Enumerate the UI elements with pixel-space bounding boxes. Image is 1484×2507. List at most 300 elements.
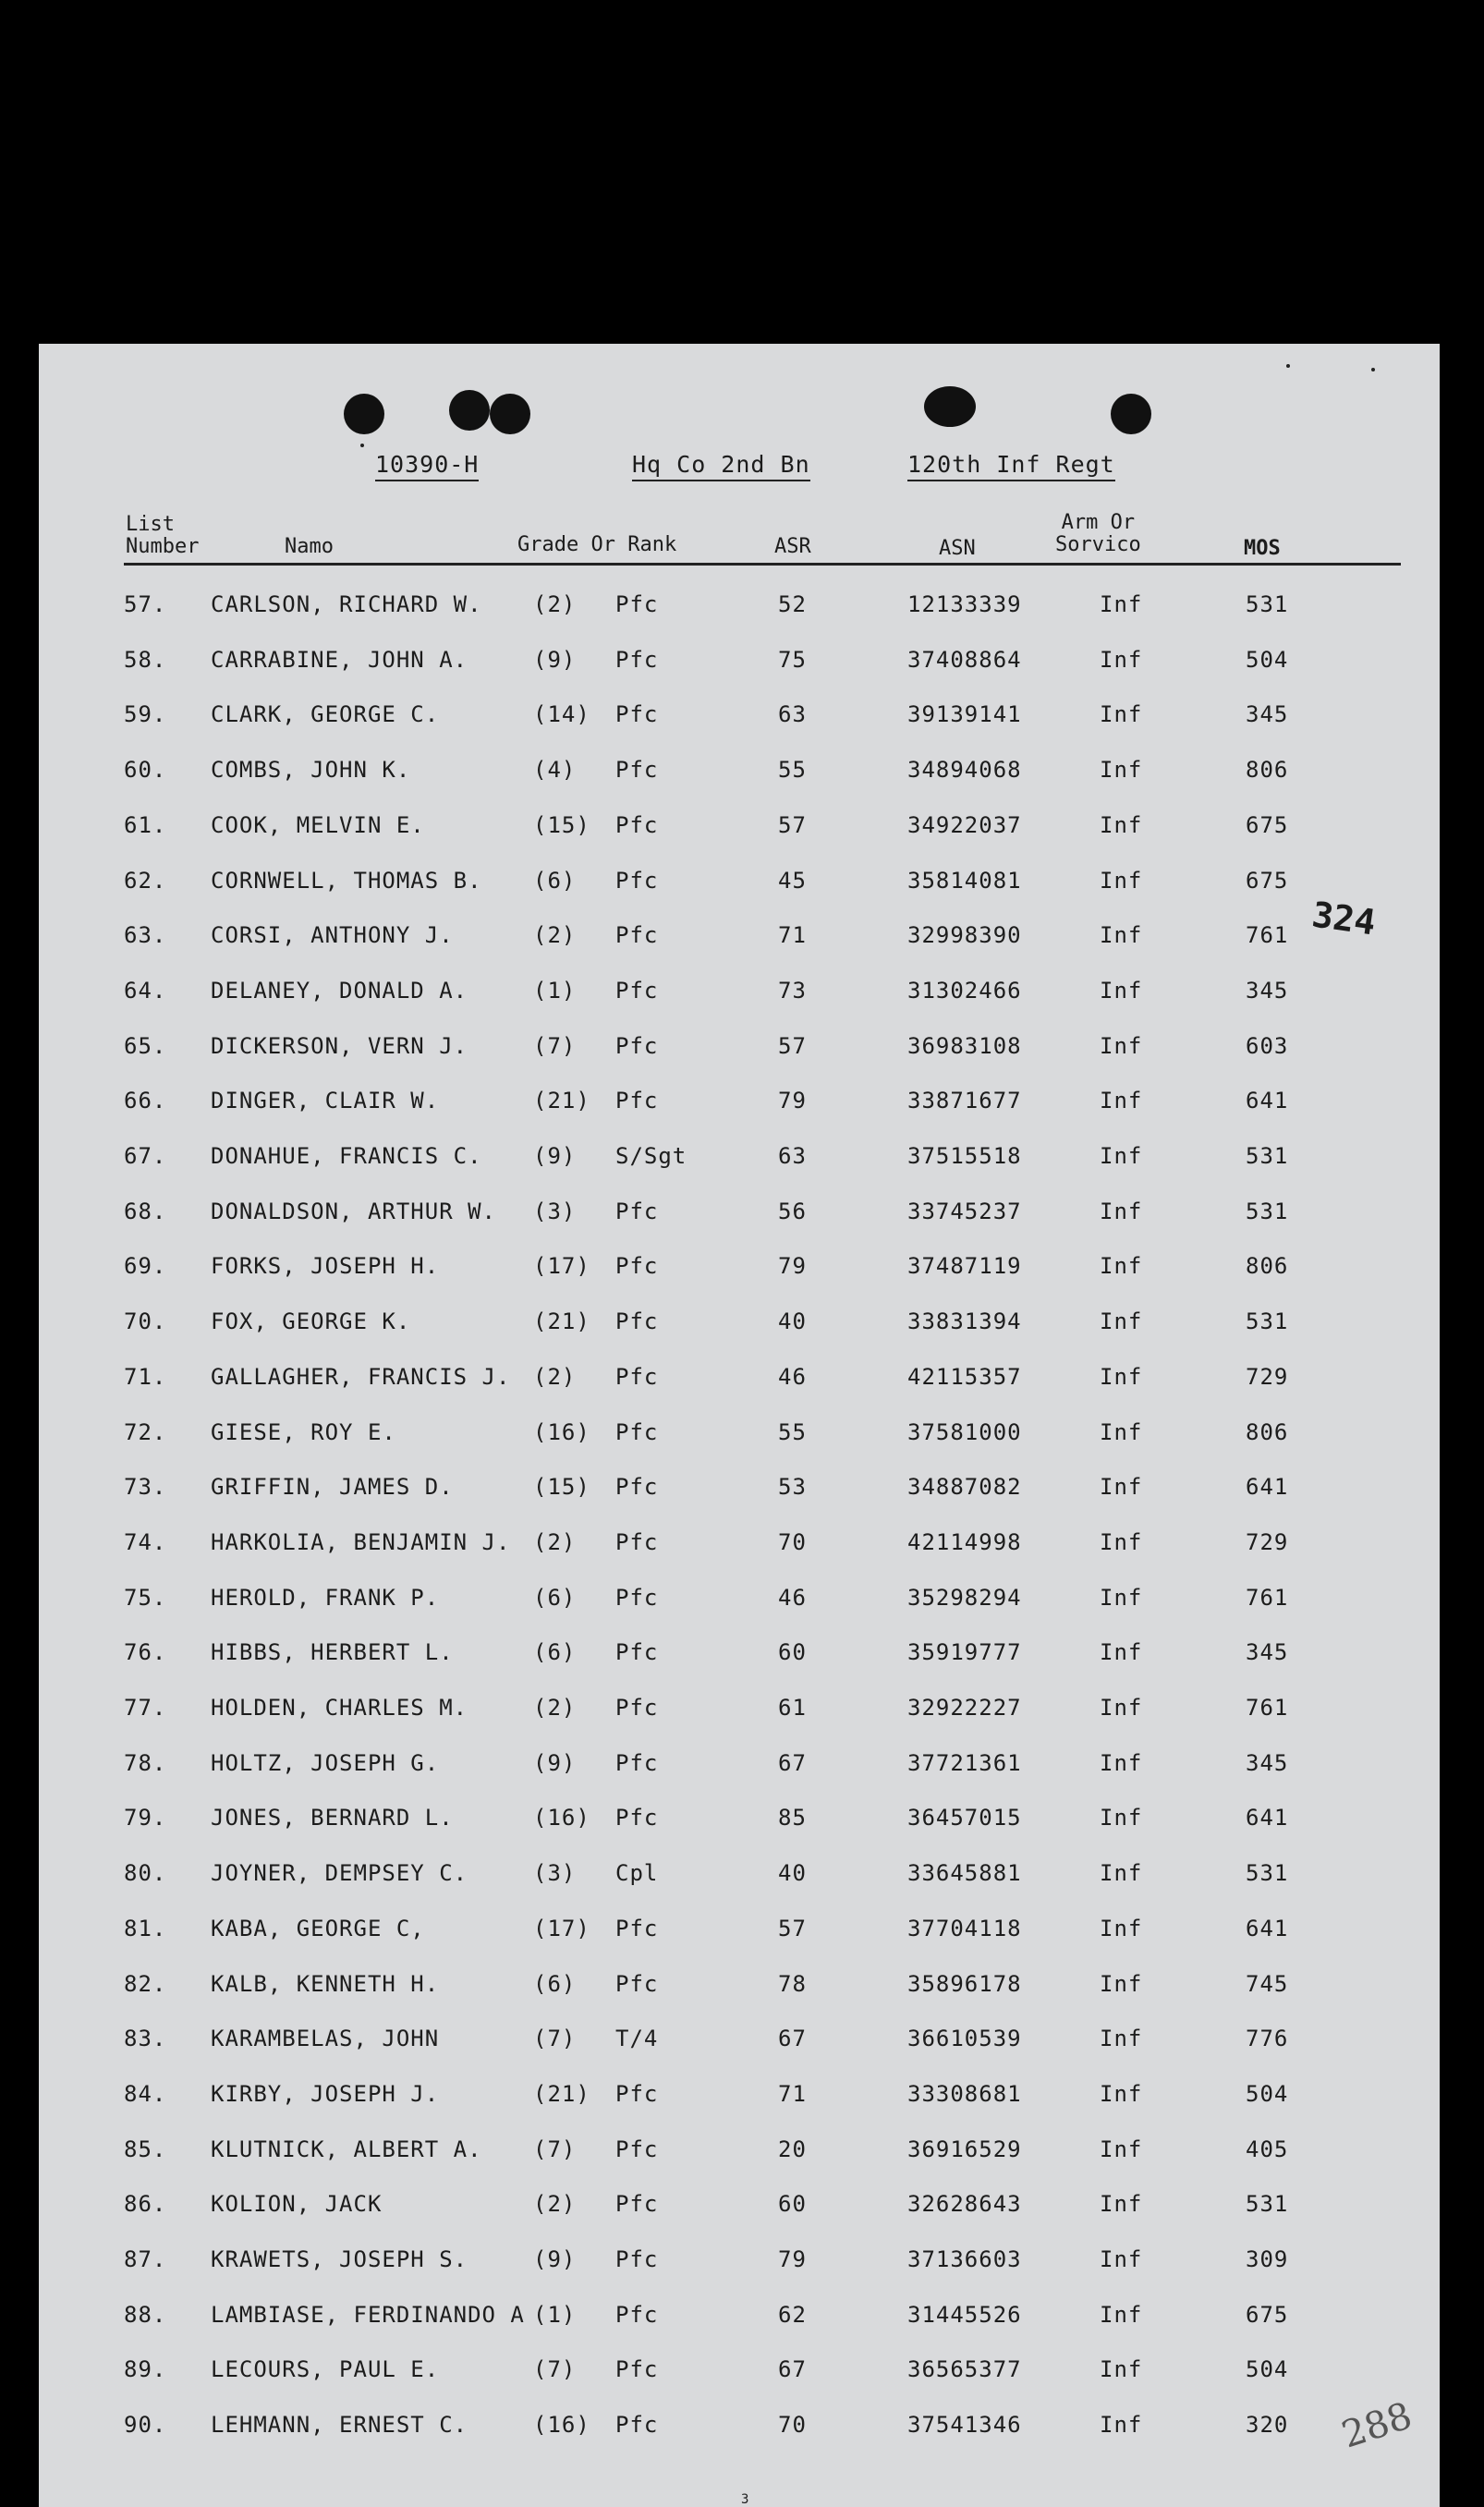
mos-cell: 345	[1246, 1639, 1289, 1666]
rank-cell: Pfc	[615, 1363, 659, 1390]
asr-cell: 40	[778, 1308, 807, 1335]
rank-cell: Pfc	[615, 1418, 659, 1445]
table-row	[39, 2412, 1440, 2449]
name-cell: HARKOLIA, BENJAMIN J.	[211, 1528, 511, 1555]
page-stamp: 324	[1309, 894, 1379, 943]
name-cell: DICKERSON, VERN J.	[211, 1032, 468, 1059]
asn-cell: 37408864	[907, 646, 1022, 673]
table-row	[39, 1364, 1440, 1401]
list-number-cell: 86.	[124, 2191, 167, 2218]
asr-cell: 60	[778, 1639, 807, 1666]
rank-cell: Pfc	[615, 2246, 659, 2272]
table-row	[39, 1529, 1440, 1566]
mos-cell: 531	[1246, 1198, 1289, 1224]
asr-cell: 52	[778, 591, 807, 617]
asr-cell: 67	[778, 2356, 807, 2383]
name-cell: HIBBS, HERBERT L.	[211, 1639, 454, 1666]
mos-cell: 641	[1246, 1805, 1289, 1832]
rank-cell: Pfc	[615, 867, 659, 894]
grade-cell: (16)	[533, 2412, 590, 2439]
mos-cell: 504	[1246, 646, 1289, 673]
mos-cell: 675	[1246, 811, 1289, 838]
mos-cell: 345	[1246, 701, 1289, 728]
asr-cell: 53	[778, 1474, 807, 1501]
table-row	[39, 2356, 1440, 2393]
list-number-cell: 83.	[124, 2026, 167, 2052]
table-row	[39, 1585, 1440, 1622]
document-number: 10390-H	[375, 451, 479, 481]
list-number-cell: 80.	[124, 1860, 167, 1887]
asn-cell: 37487119	[907, 1253, 1022, 1280]
arm-service-cell: Inf	[1100, 2301, 1143, 2328]
name-cell: GIESE, ROY E.	[211, 1418, 396, 1445]
list-number-cell: 74.	[124, 1528, 167, 1555]
rank-cell: Cpl	[615, 1860, 659, 1887]
punch-hole	[1111, 394, 1151, 434]
mos-cell: 806	[1246, 1253, 1289, 1280]
arm-service-cell: Inf	[1100, 1198, 1143, 1224]
asn-cell: 37541346	[907, 2412, 1022, 2439]
list-number-cell: 81.	[124, 1915, 167, 1941]
table-row	[39, 1805, 1440, 1842]
arm-service-cell: Inf	[1100, 1528, 1143, 1555]
name-cell: COOK, MELVIN E.	[211, 811, 425, 838]
name-cell: FOX, GEORGE K.	[211, 1308, 411, 1335]
grade-cell: (9)	[533, 1143, 577, 1169]
arm-service-cell: Inf	[1100, 811, 1143, 838]
rank-cell: Pfc	[615, 977, 659, 1004]
punch-hole	[924, 386, 976, 427]
table-row	[39, 2136, 1440, 2173]
name-cell: KARAMBELAS, JOHN	[211, 2026, 440, 2052]
asr-cell: 71	[778, 2080, 807, 2107]
list-number-cell: 75.	[124, 1584, 167, 1611]
list-number-cell: 78.	[124, 1749, 167, 1776]
arm-service-cell: Inf	[1100, 2191, 1143, 2218]
grade-cell: (1)	[533, 977, 577, 1004]
header-asn: ASN	[939, 537, 976, 560]
list-number-cell: 76.	[124, 1639, 167, 1666]
mos-cell: 729	[1246, 1528, 1289, 1555]
grade-cell: (6)	[533, 867, 577, 894]
table-row	[39, 2302, 1440, 2339]
arm-service-cell: Inf	[1100, 1805, 1143, 1832]
asn-cell: 31445526	[907, 2301, 1022, 2328]
list-number-cell: 73.	[124, 1474, 167, 1501]
mos-cell: 675	[1246, 2301, 1289, 2328]
asr-cell: 46	[778, 1584, 807, 1611]
grade-cell: (2)	[533, 1695, 577, 1721]
grade-cell: (21)	[533, 1308, 590, 1335]
grade-cell: (2)	[533, 922, 577, 949]
grade-cell: (2)	[533, 2191, 577, 2218]
name-cell: CARRABINE, JOHN A.	[211, 646, 468, 673]
asn-cell: 32922227	[907, 1695, 1022, 1721]
table-row	[39, 1143, 1440, 1180]
asr-cell: 45	[778, 867, 807, 894]
rank-cell: Pfc	[615, 2191, 659, 2218]
list-number-cell: 67.	[124, 1143, 167, 1169]
list-number-cell: 70.	[124, 1308, 167, 1335]
rank-cell: Pfc	[615, 2356, 659, 2383]
asn-cell: 37136603	[907, 2246, 1022, 2272]
list-number-cell: 61.	[124, 811, 167, 838]
grade-cell: (6)	[533, 1584, 577, 1611]
arm-service-cell: Inf	[1100, 1474, 1143, 1501]
rank-cell: Pfc	[615, 591, 659, 617]
rank-cell: T/4	[615, 2026, 659, 2052]
mos-cell: 675	[1246, 867, 1289, 894]
asr-cell: 75	[778, 646, 807, 673]
speck	[360, 444, 364, 447]
mos-cell: 641	[1246, 1088, 1289, 1114]
name-cell: KOLION, JACK	[211, 2191, 383, 2218]
regiment-name: 120th Inf Regt	[907, 451, 1115, 481]
name-cell: CORNWELL, THOMAS B.	[211, 867, 482, 894]
list-number-cell: 77.	[124, 1695, 167, 1721]
table-row	[39, 757, 1440, 794]
rank-cell: Pfc	[615, 646, 659, 673]
list-number-cell: 90.	[124, 2412, 167, 2439]
asr-cell: 57	[778, 1915, 807, 1941]
asr-cell: 61	[778, 1695, 807, 1721]
arm-service-cell: Inf	[1100, 1639, 1143, 1666]
grade-cell: (3)	[533, 1860, 577, 1887]
punch-hole	[344, 394, 384, 434]
mos-cell: 531	[1246, 1143, 1289, 1169]
table-row	[39, 2026, 1440, 2063]
document-page	[39, 344, 1440, 2507]
footer-mark: 3	[741, 2492, 749, 2507]
asn-cell: 37581000	[907, 1418, 1022, 1445]
asn-cell: 39139141	[907, 701, 1022, 728]
grade-cell: (17)	[533, 1915, 590, 1941]
arm-service-cell: Inf	[1100, 1088, 1143, 1114]
asn-cell: 33831394	[907, 1308, 1022, 1335]
mos-cell: 504	[1246, 2356, 1289, 2383]
mos-cell: 531	[1246, 1308, 1289, 1335]
grade-cell: (3)	[533, 1198, 577, 1224]
asr-cell: 70	[778, 1528, 807, 1555]
asn-cell: 37515518	[907, 1143, 1022, 1169]
arm-service-cell: Inf	[1100, 1584, 1143, 1611]
rank-cell: Pfc	[615, 1915, 659, 1941]
name-cell: FORKS, JOSEPH H.	[211, 1253, 440, 1280]
asr-cell: 46	[778, 1363, 807, 1390]
grade-cell: (16)	[533, 1805, 590, 1832]
name-cell: LEHMANN, ERNEST C.	[211, 2412, 468, 2439]
name-cell: HOLDEN, CHARLES M.	[211, 1695, 468, 1721]
arm-service-cell: Inf	[1100, 591, 1143, 617]
rank-cell: Pfc	[615, 1805, 659, 1832]
name-cell: DONALDSON, ARTHUR W.	[211, 1198, 496, 1224]
mos-cell: 531	[1246, 2191, 1289, 2218]
arm-service-cell: Inf	[1100, 1695, 1143, 1721]
asn-cell: 34887082	[907, 1474, 1022, 1501]
table-row	[39, 868, 1440, 905]
speck	[1371, 368, 1375, 371]
arm-service-cell: Inf	[1100, 1308, 1143, 1335]
grade-cell: (2)	[533, 1528, 577, 1555]
grade-cell: (16)	[533, 1418, 590, 1445]
table-row	[39, 1253, 1440, 1290]
mos-cell: 504	[1246, 2080, 1289, 2107]
asr-cell: 78	[778, 1970, 807, 1997]
table-row	[39, 647, 1440, 684]
grade-cell: (6)	[533, 1970, 577, 1997]
rank-cell: Pfc	[615, 1639, 659, 1666]
name-cell: HOLTZ, JOSEPH G.	[211, 1749, 440, 1776]
mos-cell: 531	[1246, 1860, 1289, 1887]
arm-service-cell: Inf	[1100, 1418, 1143, 1445]
header-asr: ASR	[774, 535, 811, 558]
list-number-cell: 60.	[124, 757, 167, 784]
table-row	[39, 1308, 1440, 1345]
name-cell: JONES, BERNARD L.	[211, 1805, 454, 1832]
arm-service-cell: Inf	[1100, 977, 1143, 1004]
name-cell: CLARK, GEORGE C.	[211, 701, 440, 728]
mos-cell: 806	[1246, 1418, 1289, 1445]
arm-service-cell: Inf	[1100, 2246, 1143, 2272]
asn-cell: 33745237	[907, 1198, 1022, 1224]
rank-cell: Pfc	[615, 1253, 659, 1280]
table-row	[39, 1199, 1440, 1235]
arm-service-cell: Inf	[1100, 867, 1143, 894]
arm-service-cell: Inf	[1100, 1253, 1143, 1280]
arm-service-cell: Inf	[1100, 1970, 1143, 1997]
grade-cell: (2)	[533, 1363, 577, 1390]
asn-cell: 33645881	[907, 1860, 1022, 1887]
table-row	[39, 922, 1440, 959]
mos-cell: 806	[1246, 757, 1289, 784]
speck	[1286, 364, 1290, 368]
arm-service-cell: Inf	[1100, 646, 1143, 673]
list-number-cell: 58.	[124, 646, 167, 673]
asn-cell: 33871677	[907, 1088, 1022, 1114]
table-row	[39, 978, 1440, 1015]
asr-cell: 55	[778, 757, 807, 784]
mos-cell: 776	[1246, 2026, 1289, 2052]
grade-cell: (7)	[533, 2136, 577, 2162]
grade-cell: (14)	[533, 701, 590, 728]
name-cell: KRAWETS, JOSEPH S.	[211, 2246, 468, 2272]
list-number-cell: 69.	[124, 1253, 167, 1280]
mos-cell: 320	[1246, 2412, 1289, 2439]
list-number-cell: 87.	[124, 2246, 167, 2272]
arm-service-cell: Inf	[1100, 757, 1143, 784]
asr-cell: 57	[778, 1032, 807, 1059]
list-number-cell: 63.	[124, 922, 167, 949]
asr-cell: 55	[778, 1418, 807, 1445]
name-cell: GRIFFIN, JAMES D.	[211, 1474, 454, 1501]
table-row	[39, 1639, 1440, 1676]
punch-hole	[490, 394, 530, 434]
rank-cell: Pfc	[615, 1032, 659, 1059]
name-cell: CARLSON, RICHARD W.	[211, 591, 482, 617]
asr-cell: 20	[778, 2136, 807, 2162]
mos-cell: 745	[1246, 1970, 1289, 1997]
asr-cell: 63	[778, 701, 807, 728]
asn-cell: 33308681	[907, 2080, 1022, 2107]
grade-cell: (1)	[533, 2301, 577, 2328]
arm-service-cell: Inf	[1100, 1749, 1143, 1776]
table-row	[39, 1474, 1440, 1511]
rank-cell: Pfc	[615, 1749, 659, 1776]
table-row	[39, 1033, 1440, 1070]
list-number-cell: 71.	[124, 1363, 167, 1390]
arm-service-cell: Inf	[1100, 1363, 1143, 1390]
asn-cell: 32998390	[907, 922, 1022, 949]
name-cell: DELANEY, DONALD A.	[211, 977, 468, 1004]
unit-name: Hq Co 2nd Bn	[632, 451, 810, 481]
rank-cell: Pfc	[615, 2080, 659, 2107]
list-number-cell: 64.	[124, 977, 167, 1004]
asn-cell: 35896178	[907, 1970, 1022, 1997]
rank-cell: Pfc	[615, 701, 659, 728]
grade-cell: (21)	[533, 1088, 590, 1114]
asr-cell: 70	[778, 2412, 807, 2439]
asr-cell: 79	[778, 2246, 807, 2272]
arm-service-cell: Inf	[1100, 922, 1143, 949]
arm-service-cell: Inf	[1100, 1915, 1143, 1941]
table-row	[39, 1971, 1440, 2008]
asr-cell: 73	[778, 977, 807, 1004]
grade-cell: (2)	[533, 591, 577, 617]
asn-cell: 12133339	[907, 591, 1022, 617]
asn-cell: 36916529	[907, 2136, 1022, 2162]
table-row	[39, 812, 1440, 849]
name-cell: KIRBY, JOSEPH J.	[211, 2080, 440, 2107]
asn-cell: 34922037	[907, 811, 1022, 838]
asn-cell: 37704118	[907, 1915, 1022, 1941]
grade-cell: (9)	[533, 646, 577, 673]
table-row	[39, 2081, 1440, 2118]
arm-service-cell: Inf	[1100, 2080, 1143, 2107]
asr-cell: 62	[778, 2301, 807, 2328]
header-grade-rank: Grade Or Rank	[517, 533, 677, 556]
list-number-cell: 66.	[124, 1088, 167, 1114]
mos-cell: 641	[1246, 1474, 1289, 1501]
table-row	[39, 1088, 1440, 1125]
list-number-cell: 85.	[124, 2136, 167, 2162]
list-number-cell: 57.	[124, 591, 167, 617]
list-number-cell: 88.	[124, 2301, 167, 2328]
asr-cell: 57	[778, 811, 807, 838]
table-row	[39, 1695, 1440, 1732]
grade-cell: (7)	[533, 1032, 577, 1059]
header-list-number: List Number	[126, 513, 200, 558]
arm-service-cell: Inf	[1100, 2356, 1143, 2383]
arm-service-cell: Inf	[1100, 1032, 1143, 1059]
table-row	[39, 1750, 1440, 1787]
grade-cell: (15)	[533, 811, 590, 838]
arm-service-cell: Inf	[1100, 2026, 1143, 2052]
name-cell: KLUTNICK, ALBERT A.	[211, 2136, 482, 2162]
name-cell: LECOURS, PAUL E.	[211, 2356, 440, 2383]
list-number-cell: 65.	[124, 1032, 167, 1059]
mos-cell: 761	[1246, 922, 1289, 949]
arm-service-cell: Inf	[1100, 1143, 1143, 1169]
arm-service-cell: Inf	[1100, 1860, 1143, 1887]
rank-cell: Pfc	[615, 1528, 659, 1555]
mos-cell: 405	[1246, 2136, 1289, 2162]
name-cell: KABA, GEORGE C,	[211, 1915, 425, 1941]
arm-service-cell: Inf	[1100, 701, 1143, 728]
asn-cell: 36457015	[907, 1805, 1022, 1832]
asn-cell: 36565377	[907, 2356, 1022, 2383]
arm-service-cell: Inf	[1100, 2136, 1143, 2162]
name-cell: DONAHUE, FRANCIS C.	[211, 1143, 482, 1169]
asr-cell: 71	[778, 922, 807, 949]
list-number-cell: 84.	[124, 2080, 167, 2107]
table-row	[39, 1419, 1440, 1456]
asr-cell: 63	[778, 1143, 807, 1169]
grade-cell: (17)	[533, 1253, 590, 1280]
rank-cell: Pfc	[615, 1584, 659, 1611]
mos-cell: 309	[1246, 2246, 1289, 2272]
list-number-cell: 62.	[124, 867, 167, 894]
name-cell: GALLAGHER, FRANCIS J.	[211, 1363, 511, 1390]
asn-cell: 31302466	[907, 977, 1022, 1004]
asr-cell: 67	[778, 2026, 807, 2052]
grade-cell: (6)	[533, 1639, 577, 1666]
list-number-cell: 89.	[124, 2356, 167, 2383]
asn-cell: 35919777	[907, 1639, 1022, 1666]
header-arm-service: Arm Or Sorvico	[1055, 511, 1141, 556]
asn-cell: 35298294	[907, 1584, 1022, 1611]
mos-cell: 729	[1246, 1363, 1289, 1390]
mos-cell: 603	[1246, 1032, 1289, 1059]
rank-cell: Pfc	[615, 1474, 659, 1501]
asr-cell: 79	[778, 1088, 807, 1114]
grade-cell: (21)	[533, 2080, 590, 2107]
name-cell: LAMBIASE, FERDINANDO A	[211, 2301, 525, 2328]
grade-cell: (9)	[533, 1749, 577, 1776]
asr-cell: 67	[778, 1749, 807, 1776]
mos-cell: 761	[1246, 1584, 1289, 1611]
mos-cell: 641	[1246, 1915, 1289, 1941]
pencil-annotation: 288	[1336, 2394, 1417, 2457]
header-mos: MOS	[1244, 537, 1281, 560]
asn-cell: 42114998	[907, 1528, 1022, 1555]
header-rule	[124, 563, 1401, 566]
rank-cell: Pfc	[615, 1695, 659, 1721]
asr-cell: 40	[778, 1860, 807, 1887]
rank-cell: Pfc	[615, 2301, 659, 2328]
asn-cell: 42115357	[907, 1363, 1022, 1390]
list-number-cell: 72.	[124, 1418, 167, 1445]
asn-cell: 36610539	[907, 2026, 1022, 2052]
punch-hole	[449, 390, 490, 431]
rank-cell: Pfc	[615, 757, 659, 784]
list-number-cell: 79.	[124, 1805, 167, 1832]
asr-cell: 60	[778, 2191, 807, 2218]
mos-cell: 531	[1246, 591, 1289, 617]
header-name: Namo	[285, 535, 334, 558]
table-row	[39, 2246, 1440, 2283]
table-row	[39, 591, 1440, 628]
mos-cell: 345	[1246, 1749, 1289, 1776]
rank-cell: Pfc	[615, 1198, 659, 1224]
table-row	[39, 2191, 1440, 2228]
list-number-cell: 68.	[124, 1198, 167, 1224]
name-cell: KALB, KENNETH H.	[211, 1970, 440, 1997]
arm-service-cell: Inf	[1100, 2412, 1143, 2439]
mos-cell: 345	[1246, 977, 1289, 1004]
rank-cell: Pfc	[615, 1308, 659, 1335]
grade-cell: (9)	[533, 2246, 577, 2272]
name-cell: DINGER, CLAIR W.	[211, 1088, 440, 1114]
